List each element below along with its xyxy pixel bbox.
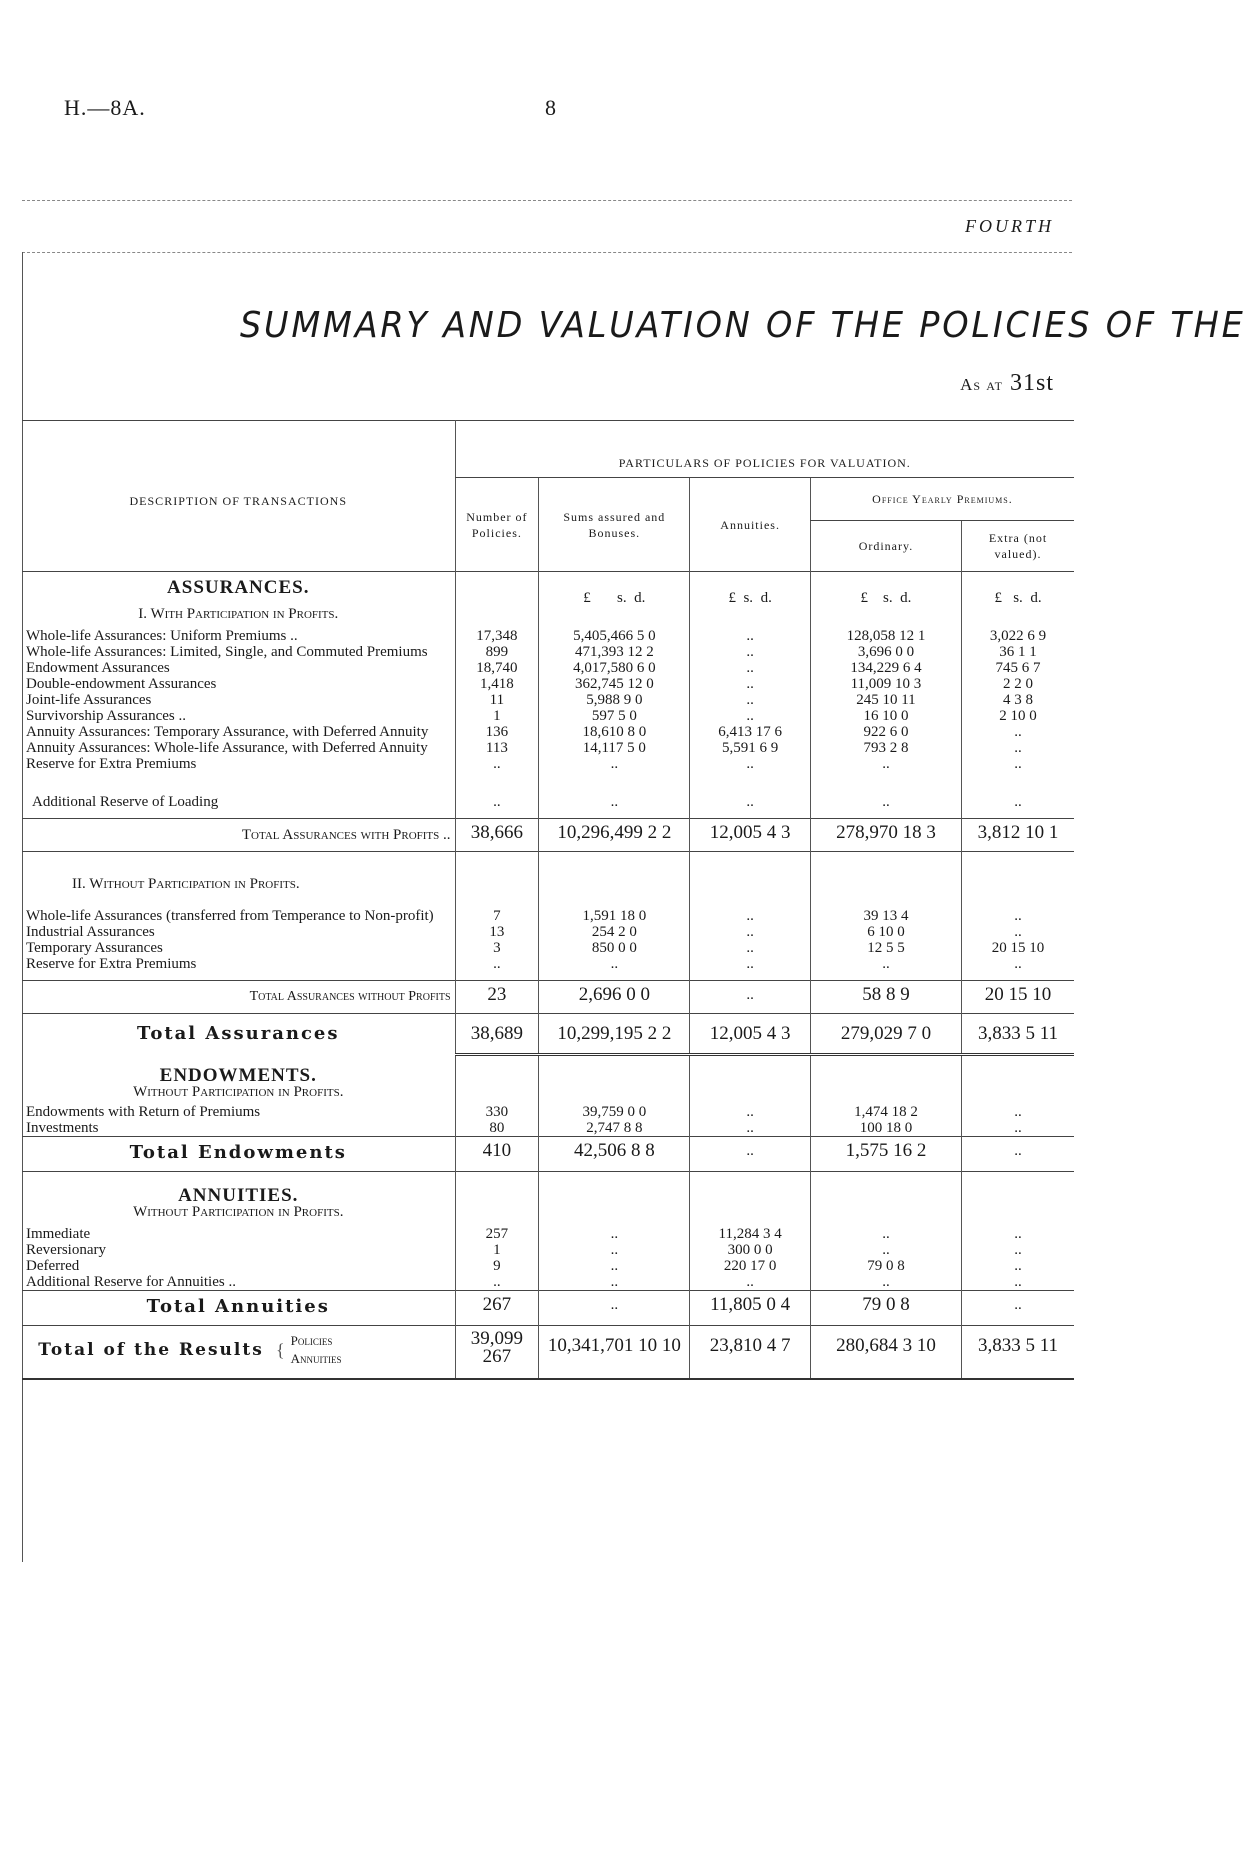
cell-policies: .. (455, 956, 539, 972)
unit-d: d. (900, 590, 912, 606)
cell-annuities: 6,413 17 6 (690, 724, 811, 740)
cell-policies: 38,689 (455, 1026, 539, 1054)
cell-ordinary: 79 0 8 (810, 1258, 961, 1274)
valuation-table (22, 420, 1074, 1380)
unit-pound: £ (860, 590, 869, 606)
cell-extra: 3,833 5 11 (962, 1026, 1074, 1054)
cell-policies: 23 (455, 981, 539, 1014)
row-desc: Reserve for Extra Premiums (26, 956, 197, 972)
cell-extra: 20 15 10 (962, 940, 1074, 956)
cell-ordinary: .. (810, 956, 961, 972)
grand-total-policies-label: Policies (290, 1333, 333, 1348)
cell-annuities: .. (690, 756, 811, 772)
table-row (22, 908, 1074, 924)
cell-sums: 14,117 5 0 (539, 740, 690, 756)
cell-policies: 18,740 (455, 660, 539, 676)
row-desc: Whole-life Assurances (transferred from Temperance to Non-profit) (26, 908, 434, 924)
cell-sums: .. (539, 1258, 690, 1274)
cell-extra: .. (962, 956, 1074, 972)
row-desc: Immediate (26, 1226, 91, 1242)
cell-annuities: 220 17 0 (690, 1258, 811, 1274)
cell-extra: .. (962, 724, 1074, 740)
cell-sums: 10,341,701 10 10 (539, 1326, 690, 1380)
unit-d: d. (634, 590, 646, 606)
mid-rule (22, 252, 1072, 253)
cell-extra: 3,812 10 1 (962, 819, 1074, 852)
cell-sums: .. (539, 794, 690, 810)
row-desc: Survivorship Assurances .. (26, 708, 186, 724)
cell-annuities: .. (690, 676, 811, 692)
cell-ordinary: .. (810, 1226, 961, 1242)
row-desc: Deferred (26, 1258, 80, 1274)
cell-annuities: .. (690, 981, 811, 1014)
total-annuities-row (22, 1291, 1074, 1326)
cell-annuities: .. (690, 1137, 811, 1172)
cell-policies: 7 (455, 908, 539, 924)
as-at-date: 31st (1009, 370, 1054, 396)
col-particulars: PARTICULARS OF POLICIES FOR VALUATION. (455, 421, 1074, 478)
row-desc: Annuity Assurances: Whole-life Assurance, with Deferred Annuity (26, 740, 428, 756)
cell-policies: 17,348 (455, 628, 539, 644)
cell-annuities: 12,005 4 3 (690, 819, 811, 852)
cell-annuities: .. (690, 660, 811, 676)
cell-annuities: .. (690, 924, 811, 940)
cell-annuities: .. (690, 908, 811, 924)
row-desc: Double-endowment Assurances (26, 676, 217, 692)
unit-s: s. (743, 590, 754, 606)
cell-ordinary: 79 0 8 (810, 1291, 961, 1326)
row-desc: Industrial Assurances (26, 924, 155, 940)
cell-ordinary: 922 6 0 (810, 724, 961, 740)
cell-extra: .. (962, 1226, 1074, 1242)
table-row (22, 1104, 1074, 1120)
col-description: DESCRIPTION OF TRANSACTIONS (129, 494, 347, 508)
cell-sums: .. (539, 1274, 690, 1291)
cell-sums: 2,696 0 0 (539, 981, 690, 1014)
cell-policies: 1 (455, 708, 539, 724)
table-row (22, 692, 1074, 708)
cell-sums: .. (539, 1291, 690, 1326)
row-desc: Endowments with Return of Premiums (26, 1104, 261, 1120)
cell-sums: 18,610 8 0 (539, 724, 690, 740)
grand-total-label: Total of the Results (38, 1340, 264, 1360)
cell-policies: 1,418 (455, 676, 539, 692)
cell-policies: .. (455, 756, 539, 772)
grand-total-policies: 39,099 (470, 1328, 523, 1349)
with-profits-subheading: I. With Participation in Profits. (138, 606, 339, 622)
cell-annuities: .. (690, 628, 811, 644)
total-without-profits-row (22, 981, 1074, 1014)
table-row (22, 628, 1074, 644)
cell-ordinary: 11,009 10 3 (810, 676, 961, 692)
unit-pound: £ (994, 590, 1002, 606)
cell-extra: .. (962, 794, 1074, 810)
cell-extra: .. (962, 1291, 1074, 1326)
cell-ordinary: 39 13 4 (810, 908, 961, 924)
row-desc: Joint-life Assurances (26, 692, 152, 708)
page-number: 8 (545, 95, 556, 120)
cell-sums: 362,745 12 0 (539, 676, 690, 692)
cell-annuities: 300 0 0 (690, 1242, 811, 1258)
cell-ordinary: 100 18 0 (810, 1120, 961, 1137)
cell-policies: 1 (455, 1242, 539, 1258)
row-desc: Reversionary (26, 1242, 106, 1258)
unit-s: s. (883, 590, 893, 606)
cell-policies: 330 (455, 1104, 539, 1120)
row-desc: Additional Reserve for Annuities .. (26, 1274, 236, 1290)
cell-extra: 2 10 0 (962, 708, 1074, 724)
without-profits-subheading: II. Without Participation in Profits. (72, 876, 300, 892)
table-row (22, 1226, 1074, 1242)
unit-s: s. (1013, 590, 1023, 606)
row-desc: Reserve for Extra Premiums (26, 756, 197, 772)
cell-sums: .. (539, 1226, 690, 1242)
cell-policies: 113 (455, 740, 539, 756)
cell-policies: 257 (455, 1226, 539, 1242)
cell-extra: 2 2 0 (962, 676, 1074, 692)
unit-d: d. (1030, 590, 1042, 606)
table-row (22, 940, 1074, 956)
cell-extra: .. (962, 1242, 1074, 1258)
cell-policies: 13 (455, 924, 539, 940)
as-at-prefix: As at (960, 375, 1003, 394)
cell-sums: 597 5 0 (539, 708, 690, 724)
cell-sums: 10,296,499 2 2 (539, 819, 690, 852)
total-assurances-row (22, 1026, 1074, 1054)
assurances-heading: ASSURANCES. (167, 577, 310, 598)
cell-annuities: 11,805 0 4 (690, 1291, 811, 1326)
cell-ordinary: 12 5 5 (810, 940, 961, 956)
cell-ordinary: 793 2 8 (810, 740, 961, 756)
cell-sums: 254 2 0 (539, 924, 690, 940)
row-desc: Endowment Assurances (26, 660, 170, 676)
table-row (22, 756, 1074, 772)
cell-annuities: 23,810 4 7 (690, 1326, 811, 1380)
cell-extra: 3,022 6 9 (962, 628, 1074, 644)
cell-sums: 42,506 8 8 (539, 1137, 690, 1172)
cell-annuities: .. (690, 708, 811, 724)
cell-policies: 38,666 (455, 819, 539, 852)
total-endowments-label: Total Endowments (22, 1137, 455, 1172)
grand-total-annuities-count: 267 (482, 1346, 512, 1367)
cell-extra: .. (962, 1258, 1074, 1274)
cell-annuities: 5,591 6 9 (690, 740, 811, 756)
table-row (22, 724, 1074, 740)
cell-extra: .. (962, 740, 1074, 756)
table-row (22, 708, 1074, 724)
col-annuities: Annuities. (690, 478, 811, 572)
cell-extra: 745 6 7 (962, 660, 1074, 676)
cell-annuities: 11,284 3 4 (690, 1226, 811, 1242)
cell-sums: 39,759 0 0 (539, 1104, 690, 1120)
col-extra: Extra (not valued). (962, 521, 1074, 572)
cell-ordinary: .. (810, 1274, 961, 1291)
cell-ordinary: 134,229 6 4 (810, 660, 961, 676)
cell-sums: 5,988 9 0 (539, 692, 690, 708)
cell-policies: 80 (455, 1120, 539, 1137)
cell-policies: 410 (455, 1137, 539, 1172)
col-office-premiums: Office Yearly Premiums. (810, 478, 1074, 521)
row-desc: Temporary Assurances (26, 940, 163, 956)
row-desc: Annuity Assurances: Temporary Assurance, with Deferred Annuity (26, 724, 429, 740)
cell-ordinary: 16 10 0 (810, 708, 961, 724)
unit-d: d. (760, 590, 772, 606)
table-row (22, 740, 1074, 756)
total-assurances-label: Total Assurances (136, 1023, 340, 1044)
cell-annuities: .. (690, 940, 811, 956)
cell-annuities: .. (690, 956, 811, 972)
cell-annuities: .. (690, 1104, 811, 1120)
cell-extra: 3,833 5 11 (962, 1326, 1074, 1380)
cell-sums: .. (539, 1242, 690, 1258)
row-desc: Investments (26, 1120, 99, 1136)
cell-annuities: .. (690, 794, 811, 810)
as-at (960, 370, 1054, 397)
cell-sums: .. (539, 756, 690, 772)
table-row (22, 1258, 1074, 1274)
cell-extra: .. (962, 924, 1074, 940)
top-rule (22, 200, 1072, 201)
cell-sums: 2,747 8 8 (539, 1120, 690, 1137)
cell-ordinary: 1,474 18 2 (810, 1104, 961, 1120)
cell-sums: 5,405,466 5 0 (539, 628, 690, 644)
col-ordinary: Ordinary. (810, 521, 961, 572)
cell-extra: 4 3 8 (962, 692, 1074, 708)
total-endowments-row (22, 1137, 1074, 1172)
cell-sums: 471,393 12 2 (539, 644, 690, 660)
cell-extra: .. (962, 1120, 1074, 1137)
cell-policies: 136 (455, 724, 539, 740)
cell-policies: 267 (455, 1291, 539, 1326)
row-desc: Whole-life Assurances: Uniform Premiums .. (26, 628, 298, 644)
cell-sums: 10,299,195 2 2 (539, 1026, 690, 1054)
row-desc: Whole-life Assurances: Limited, Single, and Commuted Premiums (26, 644, 428, 660)
col-sums: Sums assured and Bonuses. (539, 478, 690, 572)
cell-sums: 1,591 18 0 (539, 908, 690, 924)
cell-policies: .. (455, 1274, 539, 1291)
cell-ordinary: 58 8 9 (810, 981, 961, 1014)
cell-extra: .. (962, 1137, 1074, 1172)
table-row (22, 1242, 1074, 1258)
cell-policies: 11 (455, 692, 539, 708)
cell-annuities: .. (690, 1120, 811, 1137)
fourth-label: FOURTH (965, 216, 1054, 236)
cell-sums: .. (539, 956, 690, 972)
grand-total-row: Total of the Results { Policies Annuities 39,099 267 10,341,701 10 10 23,810 4 7 280,684 3 10 3,833 5 11 (22, 1326, 1074, 1380)
table-row (22, 676, 1074, 692)
cell-policies: .. (455, 794, 539, 810)
table-row (22, 1274, 1074, 1291)
page-ref: H.—8A. (64, 95, 146, 120)
total-annuities-label: Total Annuities (22, 1291, 455, 1326)
total-with-profits-row (22, 819, 1074, 852)
grand-total-annuities-label: Annuities (290, 1351, 342, 1366)
unit-s: s. (617, 590, 627, 606)
cell-ordinary: 6 10 0 (810, 924, 961, 940)
cell-extra: 20 15 10 (962, 981, 1074, 1014)
table-row (22, 956, 1074, 972)
cell-ordinary: 280,684 3 10 (810, 1326, 961, 1380)
table-row (22, 924, 1074, 940)
cell-ordinary: .. (810, 756, 961, 772)
cell-annuities: .. (690, 644, 811, 660)
cell-ordinary: 245 10 11 (810, 692, 961, 708)
annuities-subheading: Without Participation in Profits. (133, 1204, 344, 1220)
cell-annuities: .. (690, 692, 811, 708)
total-with-label: Total Assurances with Profits .. (22, 819, 455, 852)
table-row (22, 644, 1074, 660)
cell-extra: 36 1 1 (962, 644, 1074, 660)
cell-extra: .. (962, 1104, 1074, 1120)
table-row (22, 794, 1074, 810)
cell-ordinary: .. (810, 794, 961, 810)
page-title: SUMMARY AND VALUATION OF THE POLICIES OF THE (240, 305, 1246, 346)
cell-ordinary: 3,696 0 0 (810, 644, 961, 660)
table-row (22, 660, 1074, 676)
table-row (22, 1120, 1074, 1137)
cell-annuities: .. (690, 1274, 811, 1291)
cell-extra: .. (962, 756, 1074, 772)
unit-pound: £ (583, 590, 591, 606)
endowments-heading: ENDOWMENTS. (159, 1065, 317, 1086)
cell-ordinary: 278,970 18 3 (810, 819, 961, 852)
cell-annuities: 12,005 4 3 (690, 1026, 811, 1054)
cell-policies: 9 (455, 1258, 539, 1274)
cell-ordinary: 1,575 16 2 (810, 1137, 961, 1172)
endowments-subheading: Without Participation in Profits. (133, 1084, 344, 1100)
cell-extra: .. (962, 1274, 1074, 1291)
row-desc: Additional Reserve of Loading (32, 794, 219, 810)
cell-sums: 850 0 0 (539, 940, 690, 956)
cell-ordinary: 128,058 12 1 (810, 628, 961, 644)
cell-extra: .. (962, 908, 1074, 924)
col-policies: Number of Policies. (455, 478, 539, 572)
cell-policies: 899 (455, 644, 539, 660)
cell-ordinary: .. (810, 1242, 961, 1258)
unit-pound: £ (728, 590, 736, 606)
annuities-heading: ANNUITIES. (178, 1185, 299, 1206)
cell-ordinary: 279,029 7 0 (810, 1026, 961, 1054)
cell-policies: 3 (455, 940, 539, 956)
total-without-label: Total Assurances without Profits (22, 981, 455, 1014)
cell-sums: 4,017,580 6 0 (539, 660, 690, 676)
